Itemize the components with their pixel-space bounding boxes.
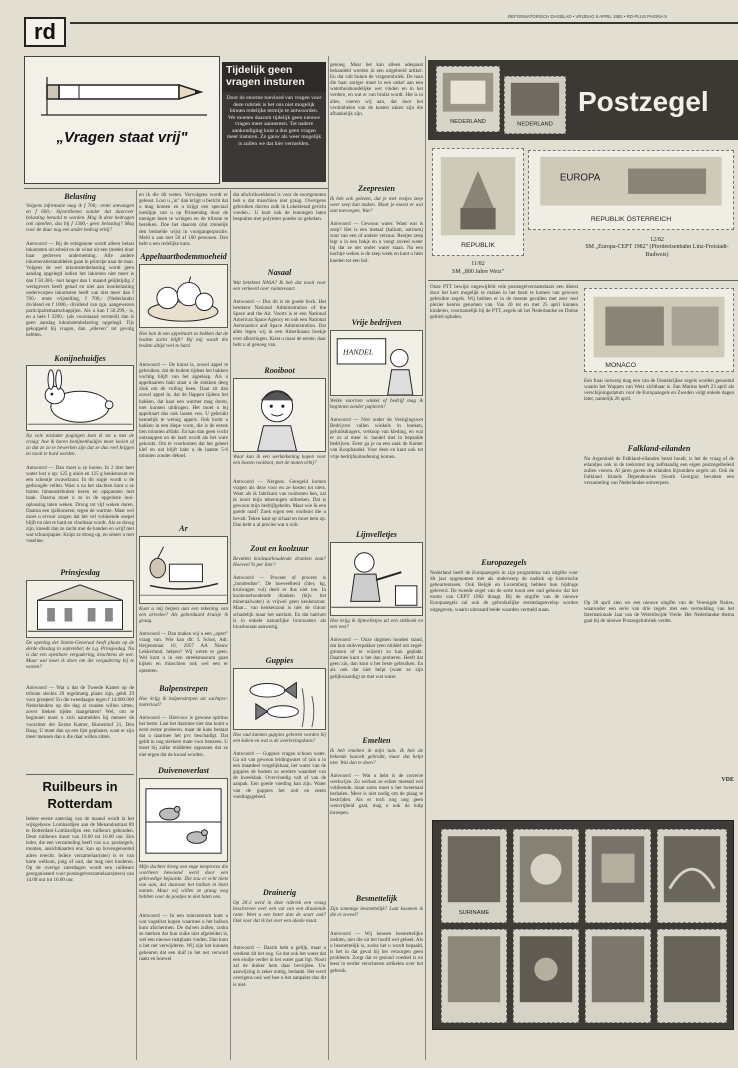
- stamps-right-body: Een fraai ontwerp mag een van de Oostenrijkse zegels worden genoemd waarin het Wappen van Weiz zichtbaar is. San Marino heeft 23 april als verschijningsdatum voor de Europazegels en Zweden volgt enkele dagen later, namelijk 26 april.: [584, 378, 734, 403]
- stamps-rule: [428, 280, 738, 281]
- guppies-question: Hoe oud kunnen guppies geboren worden bij een koken en wat is de overlevingskans?: [233, 732, 326, 745]
- emelten-question: Ik heb emelten in mijn tuin. Ik heb de bekende kauvelt gebruikt, maar dat helpt niet. Wat dan te doen?: [330, 748, 423, 767]
- surinam-stamp-7: [585, 929, 651, 1023]
- stamps-right-last: Op 28 april zien we een nieuwe uitgifte van de Verenigde Naties, waaronder een serie van drie zegels met een vermelding van het Internationale Jaar van de Wereldwijde Vrede. Het Nederlandse thema gaat bij de nieuwe Postzegelrubriek verder.: [584, 600, 734, 625]
- stamp-monaco: [584, 288, 734, 372]
- prinsjesdag-answer: Antwoord — Wat u dat de Tweede Kamer op de tribune slechts 29 regelmatig plaats zijn, geldt 29 voor groepen! En die tweedaagse tegen f 14.000.000 Nederlanders op die dag al zouden willen zitten, zover bleken tijden daargelaten! Wel, om te beginnen moet u zich aanmelden bij meneer de voorzitter der Eerste Kamer, Binnenhof 21, Den Haag. U moet dan op een lijst geplaatst, want er zijn meer mensen dan u die daar willen zitten.: [26, 685, 134, 740]
- svg-text:SURINAME: SURINAME: [458, 909, 490, 916]
- rooiboot-question: Waar kan ik een werktekening kopen voor een bosten rooiboot, met de maten erbij?: [233, 454, 326, 467]
- rubric-title: „Vragen staat vrij": [56, 129, 188, 146]
- falkland-body: Nu Argentinië de Falkland-eilanden bezet houdt, is het de vraag of de eilandjes ook in de toekomst nog zelfstandig een eigen postzegelbeleid zullen voeren. Al jaren gaven de eilanden bijzondere zegels uit. Ook de Falkland Islands Dependencies (South Georgia) bevatten een verzameling van Nederlandse ontwerpers.: [584, 456, 734, 487]
- ar-answer: Antwoord — Dan maken wij u een „opert" vraag van. Wie kan dit: L Schot, Adr. Heijenstraat 10, 2957 AA Nieuw Lekkerland, helpen? Wij weten er geen. Wel kunt u in een streekmuseum gaan kijken en misschien ook wel een er optenten.: [139, 631, 228, 674]
- stamp-right-caption-num: 12/82: [650, 237, 664, 243]
- head-appeltaart: Appeltaartbodemmoeheid: [140, 252, 227, 261]
- stamp-nederland-1: [436, 66, 500, 132]
- surinam-stamp-2: [513, 829, 579, 923]
- konijnehuidjes-question: Na vele mislukte pogingen kom ik tot u met de vraag: hoe ik haren konijnenhuidjes moet looien of zo dat ze zo te bewerken zijn dat ze dus veel krijgen en nooit te hard worden.: [26, 433, 134, 458]
- drainerig-question: Op 26-2 werd in deze rubriek een vraag beschreven over een vat van een draaiende rotor. Weet u een beter dan de soort ook? Ook voor dat ik het over een ideale maat.: [233, 900, 326, 925]
- head-ar: Ar: [179, 524, 188, 533]
- head-belasting: Belasting: [64, 192, 96, 201]
- stamp-right-caption: SM „Europa-CEPT 1982" (Pferdeeisenbahn Linz-Freistadt-Budweis): [585, 244, 729, 258]
- shop-illustration: [330, 330, 423, 396]
- head-zout: Zout en koolzuur: [250, 544, 309, 553]
- masthead-logo: [24, 17, 66, 47]
- head-konijnehuidjes: Konijnehuidjes: [54, 354, 106, 363]
- pigeon-illustration: [139, 778, 228, 862]
- ruilbeurs-rule: [26, 774, 134, 775]
- notice-box: [222, 62, 326, 182]
- postzegel-title: Postzegel: [578, 86, 709, 117]
- nasaal-question: Wat betekent NASA? Ik heb dat nooit voor een verkeerd over ruimtevaart.: [233, 280, 326, 293]
- zeepresten-answer: Antwoord — Gewoon water. Want wat is zeep? Het is een metaal (kalium, natrium) zout van een of andere vetzuur. Restjes zeep legt u in een bakje en u voegt zoveel water bij dat ze net onder water staan. Na een nachtje weken is de zeep week en kunt u hem kneden tot een bol.: [330, 221, 423, 264]
- emelten-answer: Antwoord — Wat u hebt is de correcte werkwijze. Zo werken ze echter meestal wel voldoende, maar soms moet u het tweemaal herhalen. Meer is niet nodig om de plaag te bestrijden. Als er toch nog nog geen wenvrijheid gaat, mag u ook de hulp inroepen.: [330, 773, 423, 816]
- col-rule-4: [425, 56, 426, 1060]
- zeepresten-question: Ik heb ook gelezen, dat je met restjes zeep weer zeep kan maken. Maar je moest er wat aan toevoegen. Wat?: [330, 196, 423, 215]
- rooiboot-answer: Antwoord — Nergens. Geregeld komen vragen als deze voor en ze kosten tot niets. Want als ik fabrikant van rooiboten ben, zal ik nooit mijn tekeningen uitbreken. Dat is gewoon mijn bedrijfgeheim. Maar wie ik een goede raad? Zoek eigen een rooiboot die u bevalt. Teken kant op schaal en moet hem op. Dan hebt u al precies wat u wilt.: [233, 479, 326, 528]
- head-falkland: Falkland-eilanden: [627, 444, 691, 453]
- stamps-body: Onze PTT bewijst ongewijfeld vele postzegelverzamelaars een dienst door het kort mogelijk te maken in het bezit te komen van gewoon gebruikte zegels. Wij hebben er in de meeste gevallen met zeer veel plezier kennis genomen van. Van 20 tot en met 25 april kunnen kinderen, voornamelijk bij de PTT, zegels uit het Nederlandse en Duitse gebied ophalen.: [430, 284, 578, 321]
- surinam-stamp-6: [513, 929, 579, 1023]
- svg-text:HANDEL: HANDEL: [343, 347, 374, 357]
- head-ruilbeurs: Ruilbeurs in Rotterdam: [42, 779, 118, 811]
- vrijebedrijven-answer: Antwoord — Niet onder de Vestigingswet Bedrijven vallen winkels in boeken, geluidsdragers, verkoop van kleding, en wat er zo al meer is: handel met in bepaalde bedrijven. Eerst ga je na een zaak de Kamer van Koophandel. Voor deze en kunt ook tot vrije bedrijfsuitoefening komen.: [330, 417, 423, 460]
- notice-body: Door de enorme toevloed van vragen voor deze rubriek is het ons niet mogelijk binnen redelijke termijn te antwoorden. We moeten daarom tijdelijk geen nieuwe vragen meer aannemen. Tot nadere aankondiging kunt u dus geen vragen meer insturen. Zo gauw als weer mogelijk is zullen we dat hier vermelden.: [222, 92, 326, 182]
- head-drainerig: Drainerig: [262, 888, 297, 897]
- col2-intro: en ik die dit weten. Vervolgens wordt er geleost. Looi u „in" dan krijgt u bericht dat u mag komen en u krijgt een speciaal toeslipje van u op Prinsendag door de menigte heen te wringen en de tribune te bereiken. Doe het daarom (dat zinnelijk den bedoelde wijs) in voorgangerpositie. Meld u aan met 50 af 100 personen. Dan hebt u een redelijke kans.: [139, 192, 228, 247]
- appeltaart-answer: Antwoord — De kunst is, zowel appel te gebruiken, dat de bodem tijdens het bakken vochtig blijft van het appelsap. Als u appeltaarten bakt staat u de stukken deeg diuk om de vulling heen. Daar zit dan zowel appel in, dat de flappen tijdens het bakken, dat haar een warmer mag doren, met kunnen uitdrogen. Het moet u bij appeltaart dus ook lassen ven. U gebruikt kennelijk te weinig appels. Ook komt u bakken in een diepe vorm, die is de eerste tien minuten afdakt. En kan dan geen vocht ontsnappen en de taart wordt als het ware gekookt. Om te voorkomen dat het geheel klef en nat blijft bakt u de laatste 5-6 minuten zonder deksel.: [139, 362, 228, 460]
- svg-text:NEDERLAND: NEDERLAND: [450, 119, 486, 126]
- head-guppies: Guppies: [265, 656, 294, 665]
- stamps-signature: VDE: [721, 777, 734, 783]
- surinam-stamp-4: [657, 829, 727, 923]
- duivenoverlast-question: Mijn dochter kreeg een enge neeproces die voorheen bewoond werd door een gebroedige bejaarde. Die zou er echt niets van aan, dat daaraan het balkon in bezit namen. Maar wij willen ze graag weg hebben voor de pootjes te niet laten ons.: [139, 864, 228, 901]
- head-rooiboot: Rooiboot: [264, 366, 295, 375]
- drainerig-answer: Antwoord — Daarin hebt u gelijk, maar u verdient dit het oog. Ga dat ook het water dat een eindje verder in het water gaat ligt. Nooit zal de duiker hem daar bevrijden. Uw aanwijzing is zeker nuttig, bedankt. Het werd overigens ook wel hoe u het aanpakte dus dit is niet.: [233, 945, 326, 988]
- head-emelten: Emelten: [362, 736, 391, 745]
- stamp-europa-cept: [528, 150, 734, 230]
- head-duivenoverlast: Duivenoverlast: [158, 766, 209, 775]
- rabbit-illustration: [26, 365, 134, 431]
- head-prinsjesdag: Prinsjesdag: [60, 568, 100, 577]
- duivenoverlast-answer: Antwoord — In een tuincentrum kunt u wat vogelriet kopen waarmee u het balkon kunt afschermen. De duiven zullen, zodra ze merken dat hun zuike niet afgeleiden is, wel een nieuwe rustplaats vinden. Dan kunt u het net verwijderen. Wij zijn het kunnen gebeuren dat een duif in het net verward raakt en hoewel: [139, 913, 228, 962]
- nasaal-answer: Antwoord — Dus dit is de goede bock. Het betekent National Administration of the Space and the Air. Voorts is er een National American Space Agency en ook een National Aeronautics and Space Administration. Dat alles legen wij in een Amerikaans boekje over afkortingen. Kiest u maar de eerste, daar hebt u al genoeg van.: [233, 299, 326, 348]
- sleigh-illustration: [139, 536, 228, 604]
- head-lijnvelletjes: Lijnvelletjes: [356, 530, 397, 539]
- konijnehuidjes-answer: Antwoord — Dan moet u ze looien. In 2 liter heet water lost u op: 125 g aluin en 125 g keukenzout en een scheutje zwavelzuur. In dit sopje wordt u de gedroogde vellen. Wast u na het slachten kunt u ze buiten binnenstebuiten keren en opspannen met haak. Daarna moet u ze in de opgeloste looi-oplossing laten weken. Droog tot vijf weken duren. Daarna een sjabloneren, tegen de warmte. Maar wel moet u ervoor zorgen dat het vel voldoende soepel blijft en niet te hard en vloeibaar wordt. Als ze droog zijn, kneedt dan ze zacht met de handen en wrijf met wat schuurpapier. Knipt ze droog op, en smeer u met vaseline.: [26, 465, 134, 545]
- balpen-question: Hoe krijg ik balpenstrepen uit zachtpvc-materiaal?: [139, 696, 228, 709]
- svg-text:REPUBLIK ÖSTERREICH: REPUBLIK ÖSTERREICH: [590, 216, 672, 224]
- head-balpen: Balpenstrepen: [159, 684, 208, 693]
- europazegels-body: Nederland heeft de Europazegels in zijn programma van uitgifte voor dit jaar opgenomen met als onderwerp de nadruk op historische gebeurtenissen. Ook België en Luxemburg hebben hun bijdrage geleverd. De tweede zegel van de serie toont een oud gebouw dat het motto van CEPT 1982 draagt. Bij de uitgifte van de nieuwe Europazegels zal ook de gebruikelijke eerstedagenvelop worden uitgegeven, waarin uiteraard beide waarden vermeld staan.: [430, 570, 578, 613]
- stamp-left-caption: SM „800 Jahre Weiz": [451, 269, 504, 275]
- zout-question: Bevatten koolzuurhoudende dranken zout? Hoeveel % per liter?: [233, 556, 326, 569]
- svg-text:REPUBLIK: REPUBLIK: [461, 242, 495, 249]
- stamp-nederland-2: [504, 76, 566, 134]
- postzegel-banner: [428, 60, 738, 140]
- stamp-weiz: [432, 148, 524, 256]
- col4-intro: genoeg. Maar het kan alleen adequaat behandeld worden in een uitgebreid artikel. En dat valt buiten de vragenrubriek. De man die haar zoriger moet in een onkel aan een waterhuishoudelijke wet vinden en in het verdere, en wat er van bruikt wordt. Het is in alles, voeren wij aan, dat door het verdubbelen van de kosten zaken zijn die afhankelijk zijn.: [330, 62, 423, 117]
- boy-illustration: [233, 378, 326, 452]
- ar-question: Kunt u mij helpen aan een tekening van een arreslee? Als geborduurd kruisje ik graag.: [139, 606, 228, 625]
- surinam-stamps: [432, 820, 734, 1030]
- worker-illustration: [330, 542, 423, 616]
- surinam-stamp-5: [441, 929, 507, 1023]
- logo-text: rd: [34, 19, 56, 44]
- parliament-illustration: [26, 580, 134, 638]
- lijnvelletjes-question: Hoe krijg ik lijmvelletjes uit een stikboek en een vest?: [330, 618, 423, 631]
- notice-title: Tijdelijk geen vragen insturen: [222, 62, 326, 92]
- svg-text:MONACO: MONACO: [605, 362, 637, 370]
- besmettelijk-question: Zijn sommige besmettelijk? Laat kwamen ik die er zoveel?: [330, 906, 423, 919]
- belasting-question: Volgens informatie mag ik f 700,- rente ontvangen en f 600,- bijverdienen zonder dat daarover belasting betaald te worden. Mag ik deze bedragen ook optellen, dus bij f 1300,- geen belasting? Mag voor de duur nog een ander bedrag erbij?: [26, 203, 134, 234]
- pencil-illustration: [39, 65, 209, 123]
- col-rule-3: [328, 56, 329, 1060]
- stamp-left-caption-num: 11/82: [471, 261, 485, 267]
- besmettelijk-answer: Antwoord — Wij kennen besmettelijke ziekten, niet die uit het hoofd wel geheel. Als u besmettelijk is, zodra het u wordt bepaald, is het in dat geval bij het verzorgen geen probleem. Zorgt dat er gezond voedsel is en leest in eerder verschenen artikelen over het gebruik.: [330, 931, 423, 974]
- zout-answer: Antwoord — Procent of procent is „honderdste". De hoeveelheid (liter, kg, kruiwagen vol) deelt er dus niet toe. In koolzuurhoudende dranken (bijv. het mineraalwater) is vrijwel geen keukenzout. Maar... van keukenzout is niet de chloor schadelijk maar het natrium. En dat natrium is in enkele natuurlijke bronwaters als bicarbonaat aanwezig.: [233, 575, 326, 630]
- col3-intro: dat afschrikwekkend is voor de soortgenoten heb u dat misschien niet graag. Overigens gebruiken duiven zulk in Lokeklerad gericht voeden... U kunt ook de leuningen laten bespuiten met polyester poeder zo gekeken.: [233, 192, 326, 223]
- apples-illustration: [139, 264, 228, 328]
- appeltaart-question: Hoe kan ik een appeltaart zo bakken dat de bodem zacht blijft? Bij mij wordt die bodem altijd veel te hard.: [139, 331, 228, 350]
- head-europazegels: Europazegels: [481, 558, 527, 567]
- balpen-answer: Antwoord — Hiervoor is gewone spiritus het beste. Laat het daarmee niet dan komt u eerst eerste proberen. maar de kans bestaat dat u daarmee het pvc beschadigt. Dat geldt in nog sterkere mate voor benzeen. U moet bij zulke middelen oppassen dat ze niet ergen dat de kwaal worden.: [139, 715, 228, 758]
- surinam-stamp-1: [441, 829, 507, 923]
- surinam-stamp-8: [657, 929, 727, 1023]
- top-rule-left: [24, 188, 328, 189]
- prinsjesdag-question: De opening der Staten-Generaal heeft plaats op de derde dinsdag in september, de z.g. Prinsjesdag. Nu is dat een openbare vergadering, krachtens de wet. Maar wat moet ik doen om die vergadering bij te wonen?: [26, 640, 134, 671]
- lijnvelletjes-answer: Antwoord — Onze dogmen houden stand, dat hun stukverpakker (een middel om zegel-grenzen of te wijzen) zo kan geplakt. Daarmee kunt u het dan proberen. Heeft dat geen zin, dan kunt u het beste gebruiken. En als ook dat niet helpt (want ze zijn gelijkwaardig) ze met wat water.: [330, 637, 423, 680]
- svg-text:NEDERLAND: NEDERLAND: [517, 121, 553, 128]
- fish-illustration: [233, 668, 326, 730]
- rubric-box: [24, 56, 220, 184]
- head-zeepresten: Zeepresten: [358, 184, 395, 193]
- svg-text:EUROPA: EUROPA: [559, 172, 601, 184]
- vrijebedrijven-question: Welke voorrom winkel of bedrijf mag ik beginnen zonder papieren?: [330, 398, 423, 411]
- head-vrijebedrijven: Vrije bedrijven: [351, 318, 402, 327]
- col-rule-1: [136, 190, 137, 1060]
- ruilbeurs-body: Iedere eerste zaterdag van de maand wordt in het wijkgebouw Lombardijen aan de Menandostraat 89 te Rotterdam-Lombardijen een ruilbeurs gehouden. Deze ruilbeurs duurt van 10.00 tot 16.00 uur. Een ieder, die een verzameling heeft van o.a. postzegels, munten, ansichtkaarten enz. kan op bovengenoemd adres terecht. Iedere verzamelaar(ster) is er van harte welkom, jong of oud, dat mag niet hinderen. Op de overige zaterdagen wordt een ruilbeurs georganiseerd voor postzegelverzamelaars(sters) van 14.00 uur tot 16.00 uur.: [26, 816, 134, 883]
- belasting-answer: Antwoord — Bij de echtgenote wordt alleen belast inkomsten uit arbeid en de winst uit een (mede) door haar gedreven onderneming. Alle andere inkomensbestanddelen gaan in principe naar de man. Volgens de wet inkomstenbelasting wordt geen aanslag opgelegd indien het inkomen niet meer is dan f 50.300,- niet langer dan 1 maand gelijktijdig 2 werkgevers heeft gehad en niet aan loonbelasting onderworpen inkomsten heeft van niet meer dan f 700,- rente vrijstelling, f 700,- (Nederlands) dividend en f 1000,- dividend van zgn. aangewezen participatiemaatschappijen. Als u kan f 50.299,- is, en a hele f 2200,- (als voorstaand vermeld) dan is geen aanslag inkomstenbelasting opgelegd. Tijs gekoppeld bij vragen, dan „elleven" tot gevolg hebben.: [26, 241, 134, 339]
- head-besmettelijk: Besmettelijk: [355, 894, 398, 903]
- header-rule: [70, 22, 738, 24]
- col-rule-2: [230, 190, 231, 1060]
- guppies-answer: Antwoord — Guppies vragen schoon water. Ga uit van gewoon leidingwater of (als u in een maatdeel vergelijkbaar, het water van de guppies de bodem zo eerdere waardeel van de kweekbak. Overvloedig valt af van de aanpak. Een goede voeding kan zijn. Water van de guppies het ooit en neem voedingsgebied.: [233, 751, 326, 800]
- head-nasaal: Nasaal: [267, 268, 292, 277]
- running-head: REFORMATORISCH DAGBLAD • VRIJDAG 9 APRIL 1982 • RD-PLUS PAGINA 9: [508, 14, 667, 19]
- surinam-stamp-3: [585, 829, 651, 923]
